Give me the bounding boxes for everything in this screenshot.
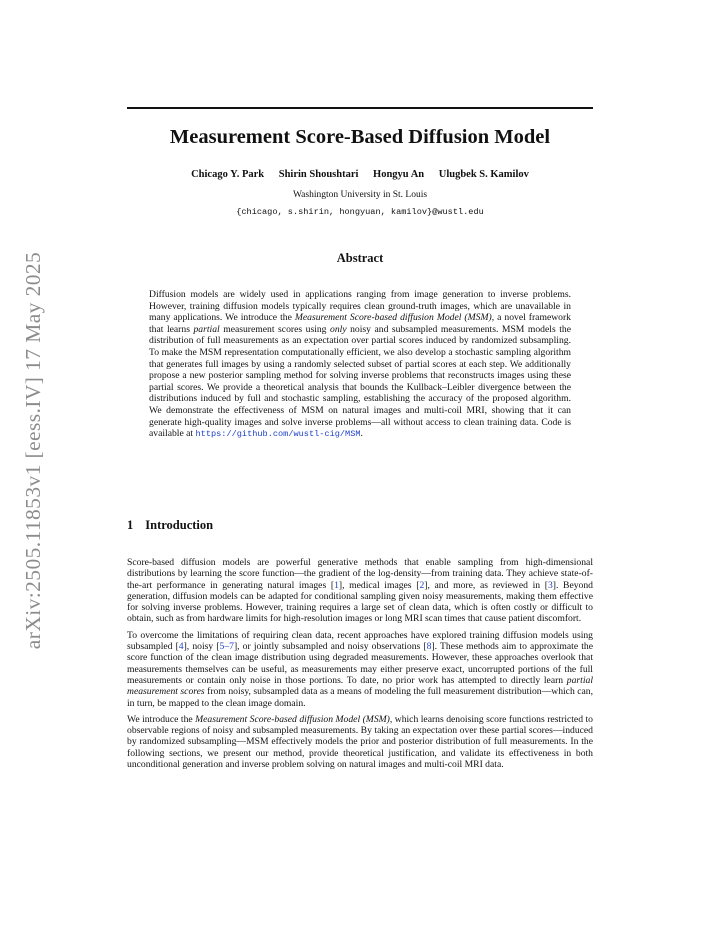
citation-link[interactable]: 8 <box>426 641 432 653</box>
author: Chicago Y. Park <box>191 169 265 180</box>
paragraph: We introduce the Measurement Score-based diffusion Model (MSM), which learns denoising score functions restricted to observable regions of noisy and subsampled measurements. By taking an expectation over these partial scores—induced by randomized subsampling—MSM effectively models the prior and posterior distribution of full measurements. In the following sections, we present our method, provide theoretical justification, and validate its effectiveness in both unconditional generation and inverse problem solving on natural images and multi-coil MRI data. <box>127 713 593 771</box>
affiliation: Washington University in St. Louis <box>292 190 428 200</box>
author: Hongyu An <box>373 169 425 180</box>
paragraph: To overcome the limitations of requiring clean data, recent approaches have explored training diffusion models using subsampled [4], noisy [5–7], or jointly subsampled and noisy observations [8]. These methods aim to approximate the score function of the clean image distribution using degraded measurements. However, these approaches overlook that measurements themselves can be useful, as measurements may either preserve exact, uncorrupted portions of the full measurements or contain only noise in those portions. To date, no prior work has attempted to directly learn partial measurement scores from noisy, subsampled data as a means of modeling the full measurement distribution—which can, in turn, be mapped to the clean image domain. <box>127 629 593 709</box>
author-emails: {chicago, s.shirin, hongyuan, kamilov}@wustl.edu <box>236 207 484 217</box>
section-number: 1 <box>127 518 134 532</box>
citation-link[interactable]: 5–7 <box>219 641 234 653</box>
section-body <box>127 557 593 775</box>
author: Shirin Shoushtari <box>278 169 359 180</box>
paragraph: Score-based diffusion models are powerful generative methods that enable sampling from high-dimensional distributions by learning the score function—the gradient of the log-density—from training data. They achieve state-of-the-art performance in generating natural images [1], medical images [2], and more, as reviewed in [3]. Beyond generation, diffusion models can be adapted for conditional sampling given noisy measurements, making them effective for solving inverse problems. However, training requires a large set of clean data, which is often costly or difficult to obtain, such as from hardware limits for high-resolution images or long MRI scan times that cause patient discomfort. <box>127 557 593 625</box>
author: Ulugbek S. Kamilov <box>438 169 529 180</box>
title-rule-top <box>127 107 593 109</box>
arxiv-id: arXiv:2505.11853v1 [eess.IV] 17 May 2025 <box>21 251 46 649</box>
section-title: Introduction <box>145 518 214 532</box>
code-link[interactable]: https://github.com/wustl-cig/MSM <box>195 429 361 440</box>
citation-link[interactable]: 1 <box>334 579 339 591</box>
citation-link[interactable]: 4 <box>178 641 184 653</box>
abstract-heading: Abstract <box>336 251 384 265</box>
citation-link[interactable]: 2 <box>419 579 425 591</box>
section-heading <box>127 518 213 533</box>
abstract-text: Diffusion models are widely used in applications ranging from image generation to inverse problems. However, training diffusion models typically requires clean ground-truth images, which are unavailable in many applications. We introduce the Measurement Score-based diffusion Model (MSM), a novel framework that learns partial measurement scores using only noisy and subsampled measurements. MSM models the distribution of full measurements as an expectation over partial scores induced by randomized subsampling. To make the MSM representation computationally efficient, we also develop a stochastic sampling algorithm that generates full images by using a randomly selected subset of partial scores at each step. We additionally propose a new posterior sampling method for solving inverse problems that reconstructs images using these partial scores. We provide a theoretical analysis that bounds the Kullback–Leibler divergence between the distributions induced by full and stochastic sampling, establishing the accuracy of the proposed algorithm. We demonstrate the effectiveness of MSM on natural images and multi-coil MRI, showing that it can generate high-quality images and solve inverse problems—all without access to clean training data. Code is available at https://github.com/wustl-cig/MSM. <box>149 289 571 440</box>
citation-link[interactable]: 3 <box>547 579 553 591</box>
arxiv-stamp <box>20 250 48 650</box>
paper-title: Measurement Score-Based Diffusion Model <box>169 126 551 148</box>
author-list <box>127 169 593 180</box>
